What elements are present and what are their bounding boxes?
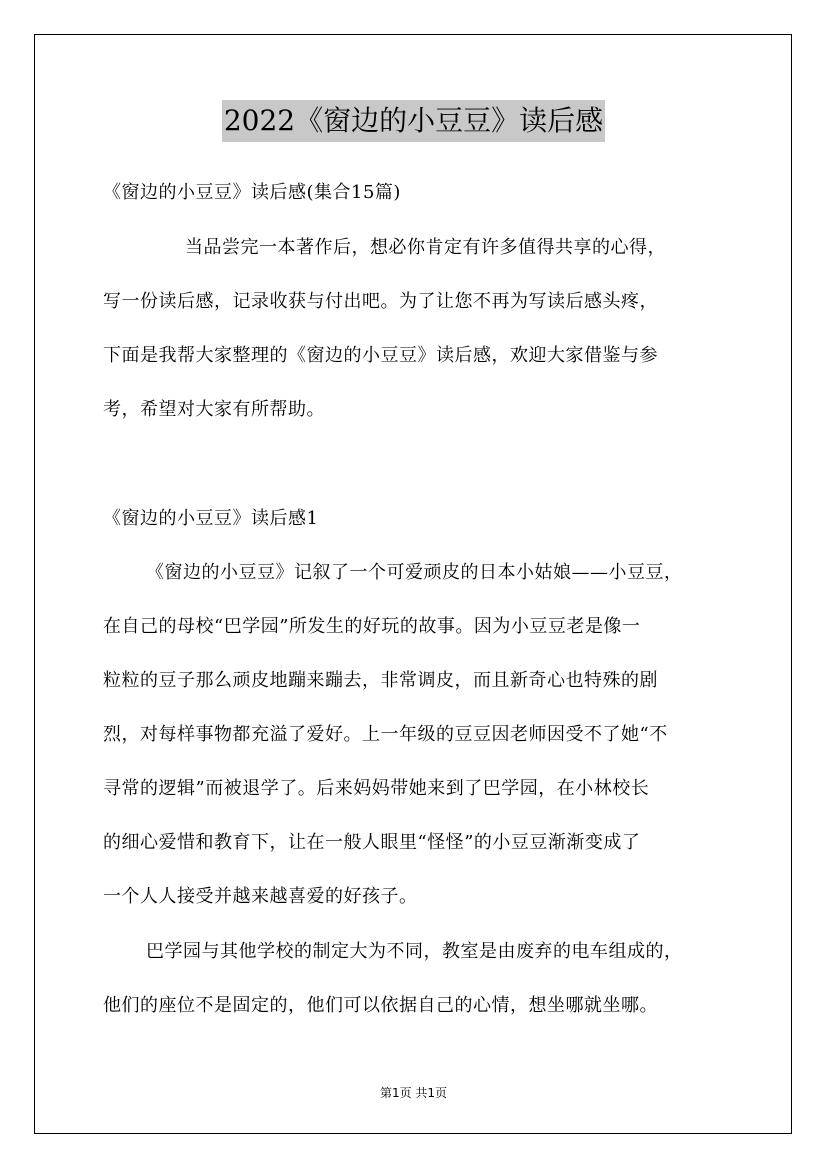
intro-line: 写一份读后感，记录收获与付出吧。为了让您不再为写读后感头疼， [103, 291, 658, 312]
paragraph-line: 寻常的逻辑”而被退学了。后来妈妈带她来到了巴学园，在小林校长 [103, 778, 650, 799]
page-footer: 第1页 共1页 [379, 1086, 448, 1100]
paragraph-line: 的细心爱惜和教育下，让在一般人眼里“怪怪”的小豆豆渐渐变成了 [103, 832, 641, 853]
intro-line: 下面是我帮大家整理的《窗边的小豆豆》读后感，欢迎大家借鉴与参 [103, 345, 658, 366]
paragraph-line: 烈，对每样事物都充溢了爱好。上一年级的豆豆因老师因受不了她“不 [103, 724, 668, 745]
intro-line: 当品尝完一本著作后，想必你肯定有许多值得共享的心得， [185, 237, 666, 258]
document-subtitle: 《窗边的小豆豆》读后感(集合15篇) [103, 182, 401, 203]
paragraph-line: 他们的座位不是固定的，他们可以依据自己的心情，想坐哪就坐哪。 [103, 995, 658, 1016]
title-container [0, 100, 827, 142]
paragraph-line: 《窗边的小豆豆》记叙了一个可爱顽皮的日本小姑娘——小豆豆， [146, 562, 683, 583]
paragraph-line: 一个人人接受并越来越喜爱的好孩子。 [103, 886, 418, 907]
paragraph-line: 粒粒的豆子那么顽皮地蹦来蹦去，非常调皮，而且新奇心也特殊的剧 [103, 670, 658, 691]
intro-line: 考，希望对大家有所帮助。 [103, 399, 325, 420]
document-title: 2022《窗边的小豆豆》读后感 [222, 100, 605, 142]
paragraph-line: 在自己的母校“巴学园”所发生的好玩的故事。因为小豆豆老是像一 [103, 616, 641, 637]
paragraph-line: 巴学园与其他学校的制定大为不同，教室是由废弃的电车组成的， [146, 941, 683, 962]
section-heading: 《窗边的小豆豆》读后感1 [103, 508, 319, 529]
